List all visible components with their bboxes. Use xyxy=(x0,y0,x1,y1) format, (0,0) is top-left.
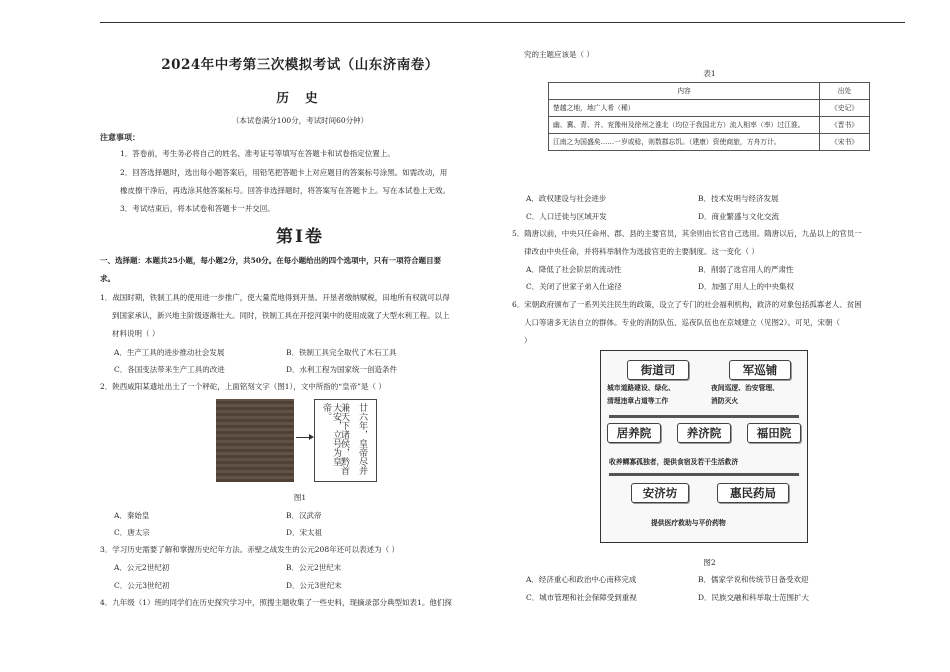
figure-2 xyxy=(600,350,808,543)
fig-text: 清理违章占道等工作 xyxy=(607,397,669,405)
box-anjifang: 安济坊 xyxy=(631,483,689,503)
box-futianyuan: 福田院 xyxy=(747,423,801,443)
q1-stem-cont: 材料说明（ ） xyxy=(112,329,160,338)
q3-option-b: B．公元2世纪末 xyxy=(286,563,342,572)
q6-stem: 6．宋朝政府颁布了一系列关注民生的政策，设立了专门的社会福利机构，救济的对象包括孤寡老人、贫困 xyxy=(512,300,862,309)
figure-1 xyxy=(216,399,376,482)
q2-option-c: C．唐太宗 xyxy=(114,528,150,537)
inscription-col: 兼天下诸侯，黔首 xyxy=(339,403,349,475)
q2-option-a: A．秦始皇 xyxy=(114,511,150,520)
notice-item: 3．考试结束后，将本试卷和答题卡一并交回。 xyxy=(120,204,275,213)
q4-stem: 4．九年级（1）班的同学们在历史探究学习中，照搜主题收集了一些史料，现摘录部分典型如表1。他们探 xyxy=(100,598,452,607)
q5-stem-cont: 律改由中央任命，并将科举制作为选拔官吏的主要制度。这一变化（ ） xyxy=(524,247,759,256)
q6-stem-cont: 人口等诸多无法自立的群体。专业的消防队伍、巡夜队伍也在京城建立（见图2）。可见，宋朝（ xyxy=(524,318,841,327)
q6-option-b: B．儒家学说和传统节日备受欢迎 xyxy=(698,575,809,584)
q3-option-d: D．公元3世纪末 xyxy=(286,581,342,590)
table-cell: 《史记》 xyxy=(820,100,870,117)
box-jiedaosi: 街道司 xyxy=(627,360,689,380)
q6-option-a: A．经济重心和政治中心南移完成 xyxy=(526,575,637,584)
exam-info: （本试卷满分100分，考试时间60分钟） xyxy=(231,116,369,125)
exam-title: 2024年中考第三次模拟考试（山东济南卷） xyxy=(161,57,439,73)
q5-option-d: D．加强了用人上的中央集权 xyxy=(698,282,795,291)
notice-item: 1．答卷前，考生务必将自己的姓名、准考证号等填写在答题卡和试卷指定位置上。 xyxy=(120,149,395,158)
inscription-col: 大安，立号为皇帝。 xyxy=(321,403,341,466)
q4-option-c: C．人口迁徙与区域开发 xyxy=(526,212,607,221)
box-huiminyaoju: 惠民药局 xyxy=(717,483,789,503)
q4-stem-cont: 究的主题应该是（ ） xyxy=(524,50,594,59)
figure-1-caption: 图1 xyxy=(293,493,307,502)
q6-stem-cont: ） xyxy=(524,336,532,345)
section-intro-cont: 求。 xyxy=(100,274,115,283)
table-row xyxy=(549,100,870,117)
fig-text: 城市道路建设、绿化、 xyxy=(607,384,675,392)
top-rule xyxy=(100,22,905,23)
q5-option-b: B．削弱了选官用人的严肃性 xyxy=(698,265,794,274)
table-1 xyxy=(548,82,870,151)
q3-stem: 3．学习历史需要了解和掌握历史纪年方法。赤壁之战发生的公元208年还可以表述为（ ） xyxy=(100,545,399,554)
q2-option-d: D．宋太祖 xyxy=(286,528,323,537)
table-row xyxy=(549,117,870,134)
q4-option-b: B．技术发明与经济发展 xyxy=(698,194,779,203)
figure-2-caption: 图2 xyxy=(703,558,716,567)
q1-option-d: D．水利工程为国家统一创造条件 xyxy=(286,365,398,374)
q2-stem: 2．陕西咸阳某遗址出土了一个秤砣，上面铭刻文字（图1），文中所指的“皇帝”是（ ） xyxy=(100,382,386,391)
fig-text: 夜间巡逻、治安管理、 xyxy=(711,384,779,392)
q5-option-a: A．降低了社会阶层的流动性 xyxy=(526,265,622,274)
table-1-caption: 表1 xyxy=(703,69,716,78)
fig-text: 提供医疗救助与平价药物 xyxy=(651,519,726,527)
box-junxunpu: 军巡铺 xyxy=(729,360,791,380)
q4-option-a: A．政权建设与社会进步 xyxy=(526,194,607,203)
q2-option-b: B．汉武帝 xyxy=(286,511,322,520)
box-yangjiyuan: 养济院 xyxy=(677,423,731,443)
table-header: 出处 xyxy=(820,83,870,100)
q1-stem-cont: 到国家承认，新兴地主阶级逐渐壮大。同时，铁制工具在开挖河渠中的使用成就了大型水利工程。以上 xyxy=(112,311,450,320)
fig-text: 收养鳏寡孤独者，提供食宿及若干生活救济 xyxy=(609,458,739,466)
q1-stem: 1．战国时期，铁制工具的使用进一步推广，使大量荒地得到开垦。开垦者缴纳赋税，田地所有权就可以得 xyxy=(100,293,450,302)
q4-option-d: D．商业繁盛与文化交流 xyxy=(698,212,780,221)
notice-item: 2．回答选择题时，选出每小题答案后，用铅笔把答题卡上对应题目的答案标号涂黑。如需改动，用 xyxy=(120,168,448,177)
inscription-box xyxy=(314,399,377,482)
q6-option-d: D．民族交融和科举取士范围扩大 xyxy=(698,593,810,602)
q3-option-c: C．公元3世纪初 xyxy=(114,581,170,590)
q1-option-a: A．生产工具的进步推动社会发展 xyxy=(114,348,225,357)
table-cell: 幽、冀、青、并、兖豫州及徐州之淮北（均位于我国北方）流人相率（率）过江淮。 xyxy=(549,117,820,134)
arrow-icon xyxy=(296,437,312,438)
divider xyxy=(609,415,799,418)
table-cell: 江南之为国盛矣……一岁或稔，则数郡忘饥。（建康）资使商旅，方舟万计。 xyxy=(549,134,820,151)
inscription-col: 廿六年，皇帝尽并 xyxy=(357,403,367,475)
divider xyxy=(609,473,799,476)
q3-option-a: A．公元2世纪初 xyxy=(114,563,170,572)
table-header: 内容 xyxy=(549,83,820,100)
q5-stem: 5．隋唐以前，中央只任命州、郡、县的主要官员，其余则由长官自己选用。隋唐以后，九品以上的官员一 xyxy=(512,229,862,238)
section-title: 第Ⅰ卷 xyxy=(276,227,324,247)
notice-heading: 注意事项： xyxy=(100,132,140,142)
fig-text: 消防灭火 xyxy=(711,397,739,405)
subject-title: 历 史 xyxy=(276,90,324,105)
q5-option-c: C．关闭了世家子弟入仕途径 xyxy=(526,282,622,291)
section-intro: 一、选择题：本题共25小题，每小题2分，共50分。在每小题给出的四个选项中，只有一项符合题目要 xyxy=(100,256,442,265)
q1-option-c: C．各国变法带来生产工具的改进 xyxy=(114,365,225,374)
notice-item: 橡皮擦干净后，再选涂其他答案标号。回答非选择题时，将答案写在答题卡上。写在本试卷上无效。 xyxy=(120,186,450,195)
q6-option-c: C．城市管理和社会保障受到重视 xyxy=(526,593,637,602)
table-cell: 《晋书》 xyxy=(820,117,870,134)
table-cell: 《宋书》 xyxy=(820,134,870,151)
q1-option-b: B．铁制工具完全取代了木石工具 xyxy=(286,348,397,357)
table-header-row xyxy=(549,83,870,100)
table-cell: 楚越之地，地广人希（稀） xyxy=(549,100,820,117)
table-row xyxy=(549,134,870,151)
box-juyangyuan: 居养院 xyxy=(607,423,661,443)
